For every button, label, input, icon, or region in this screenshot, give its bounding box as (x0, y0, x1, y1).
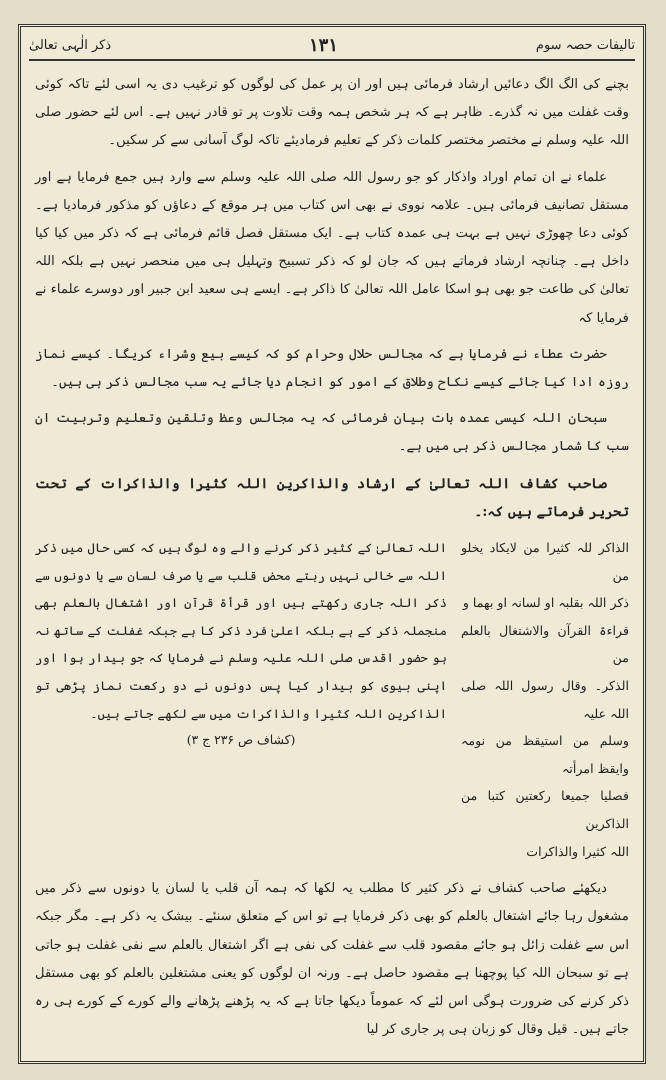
translation-text: اللہ تعالیٰ کے کثیر ذکر کرنے والے وہ لوگ ہیں کہ کسی حال میں ذکر اللہ سے خالی نہیں رہتے محض قلب سے یا صرف لسان سے یا دونوں سے ذکر اللہ جاری رکھتے ہیں اور قرأۃ قرآن اور اشتغال بالعلم بھی منجملہ ذکر کے ہے بلکہ اعلیٰ فرد ذکر کا ہے جبکہ غفلت کے ساتھ نہ ہو حضور اقدس صلی اللہ علیہ وسلم نے فرمایا کہ جو بیدار ہوا اور اپنی بیوی کو بیدار کیا پس دونوں نے دو رکعت نماز پڑھی تو الذاکرین اللہ کثیرا والذاکرات میں سے لکھے جاتے ہیں۔ (35, 540, 447, 721)
paragraph: علماء نے ان تمام اوراد واذکار کو جو رسول اللہ صلی اللہ علیہ وسلم سے وارد ہیں جمع فرمایا ہے اور مستقل تصانیف فرمائی ہیں۔ علامہ نووی نے بھی اس کتاب میں ہر موقع کے دعاؤں کو مذکور فرمادیا ہے۔ کوئی دعا چھوڑی نہیں ہے بہت ہی عمدہ کتاب ہے۔ ایک مستقل فصل قائم فرمائی ہے کہ ذکر میں کیا کیا داخل ہے۔ چنانچہ ارشاد فرماتے ہیں کہ جان لو کہ ذکر تسبیح وتہلیل ہی میں منحصر نہیں ہے بلکہ اللہ تعالیٰ کی طاعت جو بھی ہو اسکا عامل اللہ تعالیٰ کا ذاکر ہے۔ ایسے ہی سعید ابن جبیر اور دوسرے علماء نے فرمایا کہ (35, 169, 629, 326)
arabic-line: الذکر۔ وقال رسول اللہ صلی اللہ علیہ (461, 678, 629, 721)
quote-section (35, 534, 629, 865)
book-page (18, 24, 646, 1064)
arabic-quote (461, 534, 629, 865)
paragraph: بچنے کی الگ الگ دعائیں ارشاد فرمائی ہیں اور ان پر عمل کی لوگوں کو ترغیب دی یہ اسی لئے تاکہ کوئی وقت غفلت میں نہ گذرے۔ ظاہر ہے کہ ہر شخص ہمہ وقت تلاوت پر تو قادر نہیں ہے۔ اس لئے حضور صلی اللہ علیہ وسلم نے مختصر مختصر کلمات ذکر کے تعلیم فرمادیئے تاکہ لوگ آسانی سے کر سکیں۔ (35, 77, 629, 149)
header-left-title: ذکر الٰہی تعالیٰ (29, 37, 112, 53)
urdu-translation (35, 534, 447, 865)
header-right-title: تالیفات حصہ سوم (535, 37, 635, 53)
arabic-line: اللہ کثیرا والذاکرات (526, 843, 629, 859)
arabic-line: ذکر اللہ بقلبہ او لسانہ او بھما و (462, 595, 629, 611)
arabic-line: وسلم من استیقظ من نومہ وایقظ امرأتہ (461, 733, 629, 776)
paragraph: سبحان اللہ کیسی عمدہ بات بیان فرمائی کہ یہ مجالس وعظ وتلقین وتعلیم وتربیت ان سب کا شمار مجالس ذکر ہی میں ہے۔ (35, 411, 629, 455)
paragraph: حضرت عطاء نے فرمایا ہے کہ مجالس حلال وحرام کو کہ کیسے بیع وشراء کریگا۔ کیسے نماز روزہ ادا کیا جائے کیسے نکاح وطلاق کے امور کو انجام دیا جائے یہ سب مجالس ذکر ہی ہیں۔ (35, 346, 629, 391)
arabic-line: قراءۃ القرآن والاشتغال بالعلم من (461, 622, 629, 666)
arabic-line: الذاکر للہ کثیرا من لایکاد یخلو من (461, 540, 629, 583)
arabic-line: فصلیا جمیعا رکعتین کتبا من الذاکرین (461, 788, 629, 831)
citation: (کشاف ص ۲۳۶ ج ۳) (186, 732, 296, 748)
kashshaf-intro: صاحب کشاف اللہ تعالیٰ کے ارشاد والذاکرین اللہ کثیرا والذاکرات کے تحت تحریر فرماتے ہیں کہ:۔ (35, 475, 629, 520)
closing-paragraph: دیکھئے صاحب کشاف نے ذکر کثیر کا مطلب یہ لکھا کہ ہمہ آن قلب یا لسان یا دونوں سے ذکر میں مشغول رہا جائے اشتغال بالعلم کو بھی ذکر فرمایا ہے تو اس کے متعلق سنئے۔ بیشک یہ ذکر ہے۔ مگر جبکہ اس سے غفلت زائل ہو جائے مقصود قلب سے غفلت کی نفی ہے اگر اشتغال بالعلم سے نفی غفلت ہو جاتی ہے تو سبحان اللہ کیا پوچھنا ہے مقصود حاصل ہے۔ ورنہ ان لوگوں کو یعنی مشتغلین بالعلم کو بھی مستقل ذکر کرنے کی ضرورت ہوگی اس لئے کہ عموماً دیکھا جاتا ہے کہ یہ پڑھنے پڑھانے والے کورے کے کورے ہی رہ جاتے ہیں۔ قیل وقال کو زبان ہی پر جاری کر لیا (35, 881, 629, 1038)
page-body (35, 71, 629, 1052)
running-header (29, 31, 635, 61)
page-number: ۱۳۱ (309, 34, 339, 56)
